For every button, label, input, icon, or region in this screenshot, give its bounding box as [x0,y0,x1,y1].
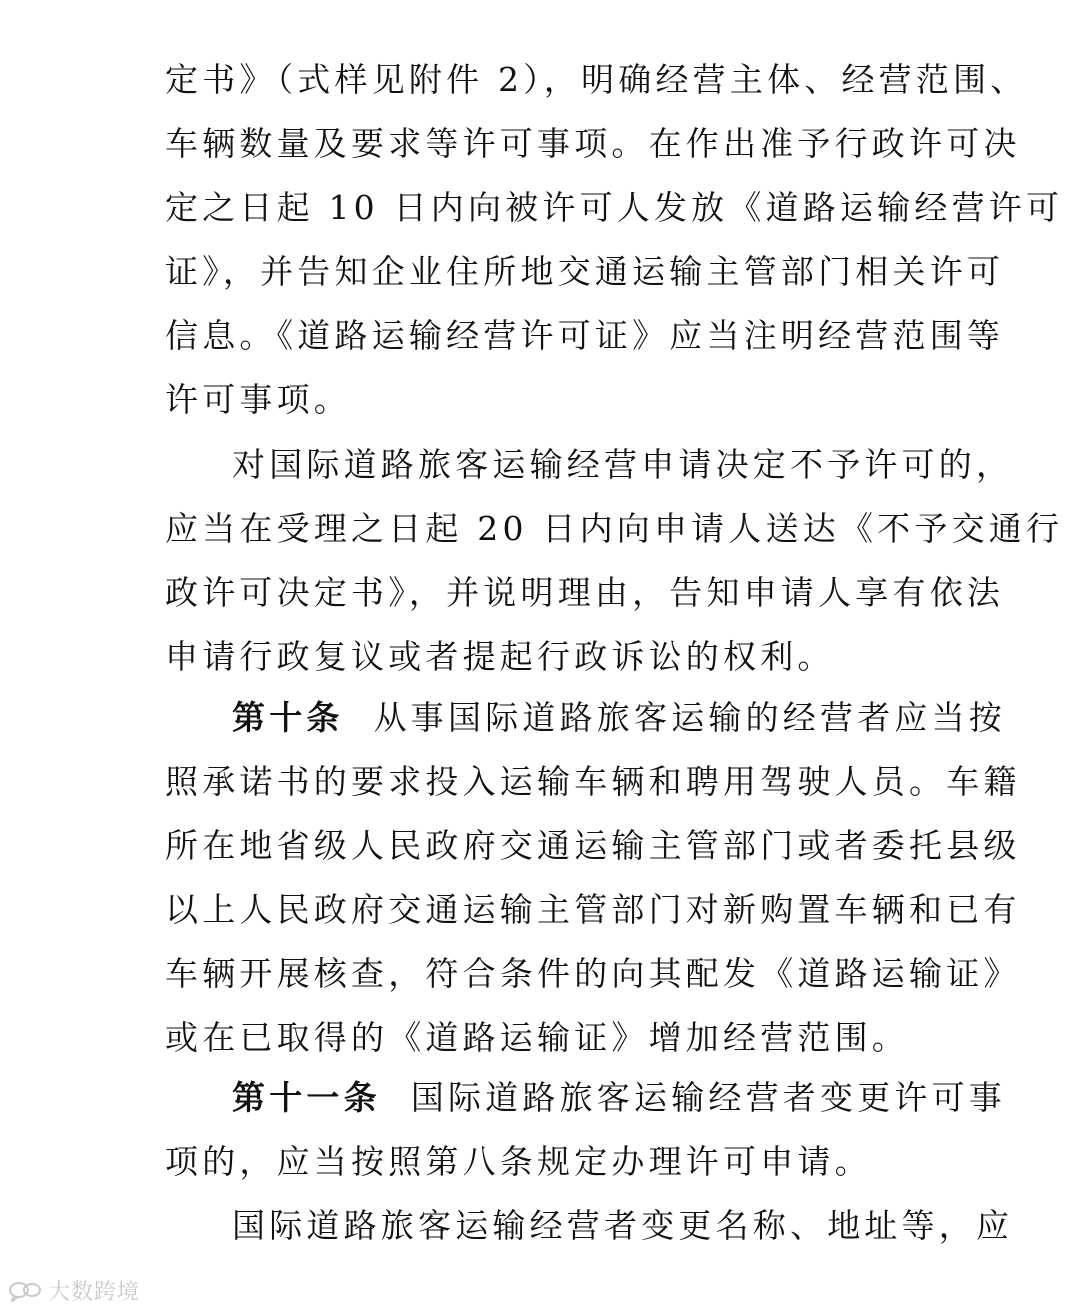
article-heading: 第十条 [232,698,344,737]
watermark-text: 大数跨境 [48,1280,141,1305]
article-first-line-text: 国际道路旅客运输经营者变更许可事 [410,1078,1007,1117]
paragraph-line: 照承诺书的要求投入运输车辆和聘用驾驶人员。车籍 [165,762,1021,801]
paragraph-line: 项的，应当按照第八条规定办理许可申请。 [165,1142,872,1181]
watermark [8,1275,140,1306]
paragraph-last [165,1194,1014,1258]
paragraph-line: 对国际道路旅客运输经营申请决定不予许可的， [232,445,1014,484]
paragraph-2 [165,433,1064,689]
paragraph-1 [165,48,1064,432]
paragraph-line: 所在地省级人民政府交通运输主管部门或者委托县级 [165,826,1021,865]
paragraph-line: 车辆数量及要求等许可事项。在作出准予行政许可决 [165,124,1021,163]
paragraph-line: 或在已取得的《道路运输证》增加经营范围。 [165,1018,909,1057]
article-10 [165,686,1021,1070]
paragraph-line: 信息。《道路运输经营许可证》应当注明经营范围等 [165,316,1005,355]
speech-bubble-logo-icon [8,1280,42,1302]
article-11 [165,1066,1007,1194]
paragraph-line: 政许可决定书》，并说明理由，告知申请人享有依法 [165,573,1005,612]
paragraph-line: 国际道路旅客运输经营者变更名称、地址等，应 [232,1206,1014,1245]
article-first-line [165,686,1007,750]
paragraph-line: 申请行政复议或者提起行政诉讼的权利。 [165,637,835,676]
paragraph-line: 证》，并告知企业住所地交通运输主管部门相关许可 [165,252,1005,291]
paragraph-line: 定之日起 10 日内向被许可人发放《道路运输经营许可 [165,188,1064,227]
article-first-line [165,1066,1007,1130]
paragraph-line: 以上人民政府交通运输主管部门对新购置车辆和已有 [165,890,1021,929]
paragraph-line: 车辆开展核查，符合条件的向其配发《道路运输证》 [165,954,1021,993]
paragraph-line: 许可事项。 [165,380,351,419]
paragraph-line: 定书》（式样见附件 2），明确经营主体、经营范围、 [165,60,1028,99]
paragraph-line: 应当在受理之日起 20 日内向申请人送达《不予交通行 [165,509,1064,548]
article-first-line-text: 从事国际道路旅客运输的经营者应当按 [373,698,1007,737]
article-heading: 第十一条 [232,1078,381,1117]
